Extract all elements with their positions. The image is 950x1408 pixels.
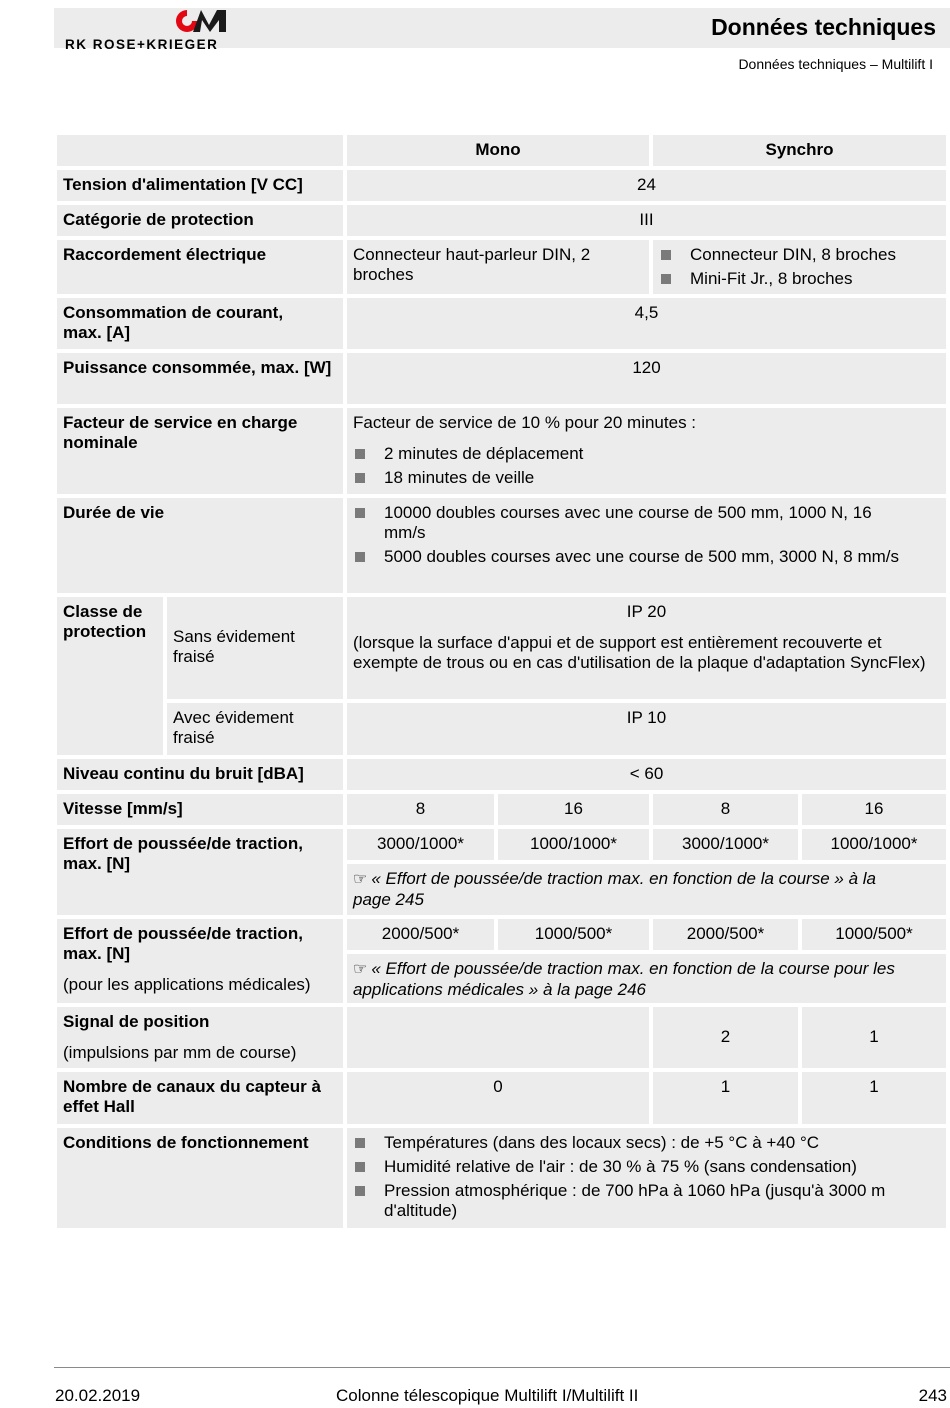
force-medical-reference-link[interactable] xyxy=(347,954,946,1003)
value-force-mono-1: 3000/1000* xyxy=(347,829,494,860)
row-label-duty: Facteur de service en charge nominale xyxy=(57,408,343,494)
list-item-text: 2 minutes de déplacement xyxy=(384,444,584,463)
page-number: 243 xyxy=(918,1386,947,1405)
value-speed-synchro-1: 8 xyxy=(653,794,798,825)
list-item-text: Mini-Fit Jr., 8 broches xyxy=(690,269,853,288)
pointing-hand-icon: ☞ xyxy=(353,961,368,978)
square-bullet-icon xyxy=(355,1138,365,1148)
list-item xyxy=(353,468,940,488)
value-connection-mono xyxy=(347,240,649,294)
ip-sub-label-1 xyxy=(167,597,343,699)
value-position-mono xyxy=(347,1007,649,1068)
value-force-med-mono-2: 1000/500* xyxy=(498,919,649,950)
row-label-current: Consommation de courant, max. [A] xyxy=(57,298,343,349)
square-bullet-icon xyxy=(661,274,671,284)
square-bullet-icon xyxy=(661,250,671,260)
value-voltage: 24 xyxy=(347,170,946,201)
list-item-text: Humidité relative de l'air : de 30 % à 75 % (sans condensation) xyxy=(384,1157,857,1176)
value-ip-1 xyxy=(347,597,946,699)
force-medical-reference-text[interactable]: « Effort de poussée/de traction max. en fonction de la course pour les applications médicales » à la page 246 xyxy=(353,959,895,999)
value-force-med-synchro-1: 2000/500* xyxy=(653,919,798,950)
footer-document-title: Colonne télescopique Multilift I/Multilift II xyxy=(336,1386,639,1405)
connection-mono-text: Connecteur haut-parleur DIN, 2 broches xyxy=(353,245,591,284)
row-label-voltage: Tension d'alimentation [V CC] xyxy=(57,170,343,201)
pointing-hand-icon: ☞ xyxy=(353,871,368,888)
list-item xyxy=(353,1157,936,1177)
force-reference-text[interactable]: « Effort de poussée/de traction max. en fonction de la course » à la page 245 xyxy=(353,869,876,909)
list-item xyxy=(353,547,906,567)
duty-intro: Facteur de service de 10 % pour 20 minutes : xyxy=(353,413,697,432)
value-force-synchro-2: 1000/1000* xyxy=(802,829,946,860)
list-item-text: Températures (dans des locaux secs) : de +5 °C à +40 °C xyxy=(384,1133,820,1152)
value-hall-synchro-1: 1 xyxy=(653,1072,798,1124)
value-hall-mono: 0 xyxy=(347,1072,649,1124)
list-item xyxy=(353,503,906,543)
list-item-text: 18 minutes de veille xyxy=(384,468,535,487)
row-label-force: Effort de poussée/de traction, max. [N] xyxy=(57,829,343,915)
value-ip-2: IP 10 xyxy=(347,703,946,755)
page-subtitle: Données techniques – Multilift I xyxy=(738,56,933,72)
list-item-text: Connecteur DIN, 8 broches xyxy=(690,245,896,264)
force-medical-label: Effort de poussée/de traction, max. [N] xyxy=(63,924,303,963)
value-force-med-mono-1: 2000/500* xyxy=(347,919,494,950)
value-hall-synchro-2: 1 xyxy=(802,1072,946,1124)
ip-sub-label-2 xyxy=(167,703,343,755)
list-item xyxy=(353,444,940,464)
list-item-text: Pression atmosphérique : de 700 hPa à 1060 hPa (jusqu'à 3000 m d'altitude) xyxy=(384,1181,886,1220)
row-label-noise: Niveau continu du bruit [dBA] xyxy=(57,759,343,790)
ip-sub-label-2-text: Avec évidement fraisé xyxy=(173,708,294,747)
ip-value-1: IP 20 xyxy=(626,602,667,621)
value-position-synchro-2: 1 xyxy=(802,1007,946,1068)
company-name: RK ROSE+KRIEGER xyxy=(65,37,219,52)
column-header-synchro: Synchro xyxy=(653,135,946,166)
square-bullet-icon xyxy=(355,552,365,562)
value-duty xyxy=(347,408,946,494)
ip-sub-label-1-text: Sans évidement fraisé xyxy=(173,627,295,666)
square-bullet-icon xyxy=(355,508,365,518)
row-label-ip: Classe de protection xyxy=(57,597,163,755)
row-label-protection-category: Catégorie de protection xyxy=(57,205,343,236)
value-noise: < 60 xyxy=(347,759,946,790)
value-lifetime xyxy=(347,498,946,593)
value-force-synchro-1: 3000/1000* xyxy=(653,829,798,860)
force-medical-sublabel: (pour les applications médicales) xyxy=(63,975,311,994)
square-bullet-icon xyxy=(355,449,365,459)
page-title: Données techniques xyxy=(711,14,936,40)
ip-note: (lorsque la surface d'appui et de support est entièrement recouverte et exempte de trous ou en cas d'utilisation de la plaque d'adaptation SyncFlex) xyxy=(353,633,926,672)
value-position-synchro-1: 2 xyxy=(653,1007,798,1068)
table-corner-cell xyxy=(57,135,343,166)
value-force-mono-2: 1000/1000* xyxy=(498,829,649,860)
square-bullet-icon xyxy=(355,1162,365,1172)
position-label: Signal de position xyxy=(63,1012,210,1031)
value-force-med-synchro-2: 1000/500* xyxy=(802,919,946,950)
footer-date: 20.02.2019 xyxy=(55,1386,141,1405)
row-label-speed: Vitesse [mm/s] xyxy=(57,794,343,825)
value-current: 4,5 xyxy=(347,298,946,349)
position-sublabel: (impulsions par mm de course) xyxy=(63,1043,297,1062)
list-item xyxy=(353,1133,936,1153)
list-item xyxy=(659,269,940,289)
value-conditions xyxy=(347,1128,946,1228)
row-label-power: Puissance consommée, max. [W] xyxy=(57,353,343,404)
row-label-connection: Raccordement électrique xyxy=(57,240,343,294)
list-item-text: 10000 doubles courses avec une course de 500 mm, 1000 N, 16 mm/s xyxy=(384,503,872,542)
footer-divider xyxy=(54,1367,950,1368)
row-label-hall: Nombre de canaux du capteur à effet Hall xyxy=(57,1072,343,1124)
value-connection-synchro xyxy=(653,240,946,294)
value-speed-mono-2: 16 xyxy=(498,794,649,825)
value-speed-synchro-2: 16 xyxy=(802,794,946,825)
value-speed-mono-1: 8 xyxy=(347,794,494,825)
list-item xyxy=(659,245,940,265)
list-item-text: 5000 doubles courses avec une course de 500 mm, 3000 N, 8 mm/s xyxy=(384,547,900,566)
column-header-mono: Mono xyxy=(347,135,649,166)
force-reference-link[interactable] xyxy=(347,864,946,915)
square-bullet-icon xyxy=(355,1186,365,1196)
row-label-conditions: Conditions de fonctionnement xyxy=(57,1128,343,1228)
value-power: 120 xyxy=(347,353,946,404)
row-label-position xyxy=(57,1007,343,1068)
list-item xyxy=(353,1181,936,1221)
row-label-lifetime: Durée de vie xyxy=(57,498,343,593)
square-bullet-icon xyxy=(355,473,365,483)
value-protection-category: III xyxy=(347,205,946,236)
row-label-force-medical xyxy=(57,919,343,1003)
